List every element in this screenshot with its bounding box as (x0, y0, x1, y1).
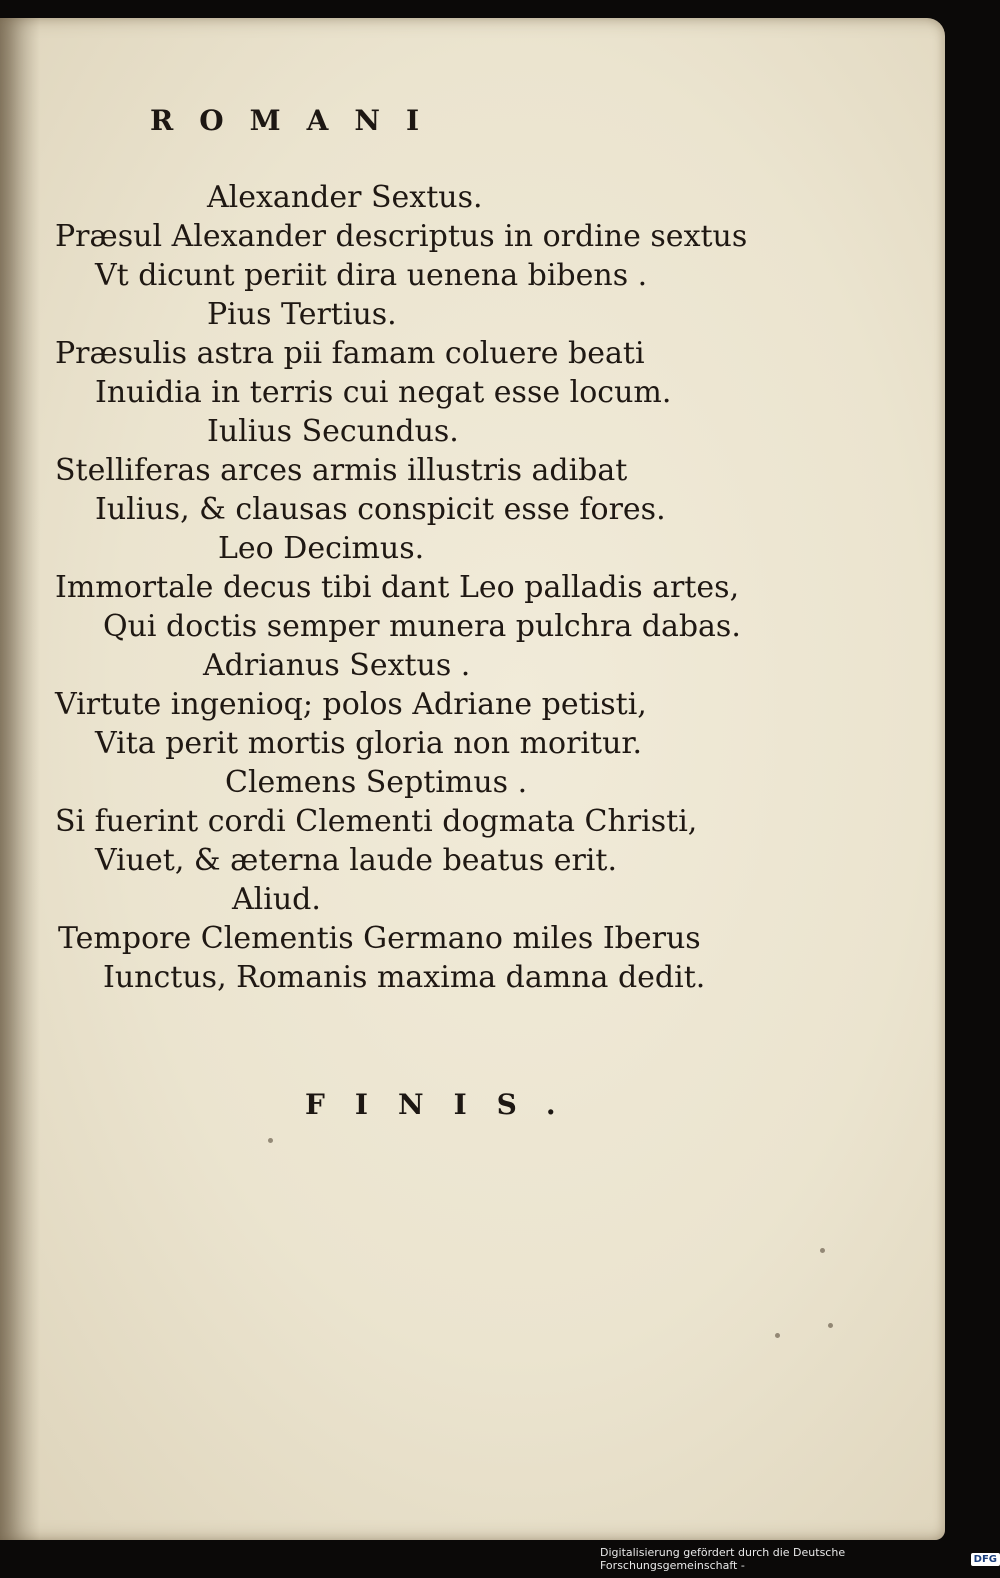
verse-line: Si fuerint cordi Clementi dogmata Christi, (55, 804, 698, 839)
verse-heading: Clemens Septimus . (225, 765, 528, 800)
paper-speck (828, 1323, 833, 1328)
verse-heading: Aliud. (232, 882, 321, 917)
verse-heading: Alexander Sextus. (207, 180, 483, 215)
dfg-logo: DFG (971, 1553, 1000, 1566)
credit-text: Digitalisierung gefördert durch die Deutsche Forschungsgemeinschaft - (600, 1546, 846, 1572)
digitization-credit (600, 1548, 1000, 1570)
finis-colophon: FINIS. (305, 1088, 586, 1121)
verse-line: Iulius, & clausas conspicit esse fores. (95, 492, 666, 527)
verse-heading: Leo Decimus. (218, 531, 425, 566)
verse-line: Præsulis astra pii famam coluere beati (55, 336, 645, 371)
verse-line: Qui doctis semper munera pulchra dabas. (103, 609, 741, 644)
verse-line: Inuidia in terris cui negat esse locum. (95, 375, 672, 410)
verse-line: Vt dicunt periit dira uenena bibens . (95, 258, 648, 293)
verse-line: Præsul Alexander descriptus in ordine sextus (55, 219, 748, 254)
running-head: ROMANI (150, 104, 446, 137)
verse-line: Vita perit mortis gloria non moritur. (95, 726, 642, 761)
verse-line: Stelliferas arces armis illustris adibat (55, 453, 628, 488)
verse-line: Iunctus, Romanis maxima damna dedit. (103, 960, 706, 995)
paper-speck (775, 1333, 780, 1338)
paper-speck (820, 1248, 825, 1253)
verse-line: Immortale decus tibi dant Leo palladis artes, (55, 570, 740, 605)
verse-heading: Adrianus Sextus . (203, 648, 471, 683)
verse-line: Virtute ingenioq; polos Adriane petisti, (55, 687, 647, 722)
verse-line: Viuet, & æterna laude beatus erit. (95, 843, 617, 878)
paper-speck (268, 1138, 273, 1143)
verse-heading: Pius Tertius. (207, 297, 397, 332)
verse-heading: Iulius Secundus. (207, 414, 459, 449)
verse-line: Tempore Clementis Germano miles Iberus (58, 921, 701, 956)
gutter-shadow (0, 18, 40, 1540)
book-page (0, 18, 945, 1540)
